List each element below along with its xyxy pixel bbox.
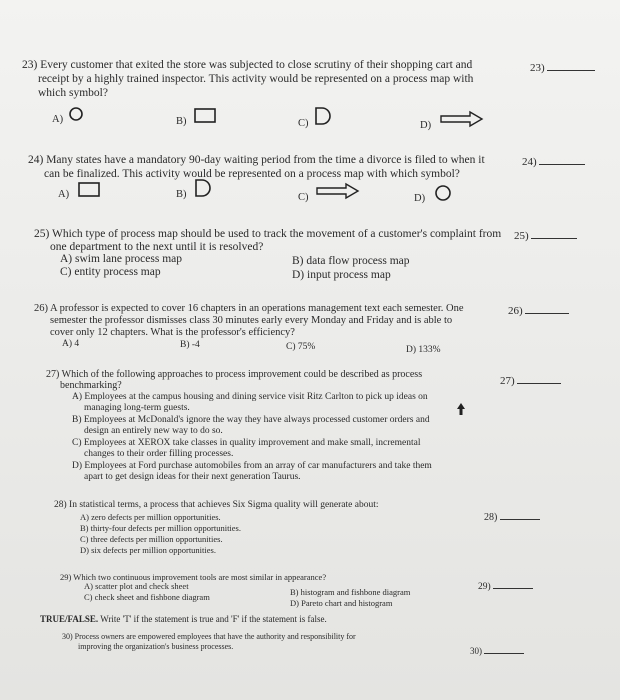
q27-option-c-line1: C) Employees at XEROX take classes in quality improvement and make small, incremental xyxy=(72,438,421,448)
q26-option-c: C) 75% xyxy=(286,342,316,352)
q27-option-a-line2: managing long-term guests. xyxy=(84,403,190,413)
q27-option-a-line1: A) Employees at the campus housing and dining service visit Ritz Carlton to pick up ideas on xyxy=(72,392,428,402)
arrow-symbol-icon xyxy=(440,111,484,129)
q26-line3: cover only 12 chapters. What is the professor's efficiency? xyxy=(50,327,295,338)
q29-option-c: C) check sheet and fishbone diagram xyxy=(84,592,210,602)
q24-option-a-label: A) xyxy=(58,189,70,200)
q29-answer-number: 29) xyxy=(478,582,533,592)
mouse-cursor-icon xyxy=(456,402,466,416)
q27-answer-number: 27) xyxy=(500,375,561,387)
q30-line1: 30) Process owners are empowered employees that have the authority and responsibility for xyxy=(62,632,356,641)
true-false-instructions xyxy=(40,614,327,624)
true-false-heading: TRUE/FALSE. xyxy=(40,614,99,624)
q26-line2: semester the professor dismisses class 30 minutes early every Monday and Friday and is able to xyxy=(50,315,453,326)
q23-option-d-label: D) xyxy=(420,120,432,131)
q25-line2: one department to the next until it is resolved? xyxy=(50,241,264,253)
q23-option-c-label: C) xyxy=(298,118,309,129)
q25-option-a: A) swim lane process map xyxy=(60,253,182,265)
q29-option-b: B) histogram and fishbone diagram xyxy=(290,587,411,597)
q28-line1: 28) In statistical terms, a process that achieves Six Sigma quality will generate about: xyxy=(54,500,379,510)
q29-line1: 29) Which two continuous improvement tools are most similar in appearance? xyxy=(60,572,327,582)
q27-option-d-line1: D) Employees at Ford purchase automobiles from an array of car manufacturers and take them xyxy=(72,461,432,471)
q25-option-d: D) input process map xyxy=(292,269,391,281)
q27-line2: benchmarking? xyxy=(60,380,122,391)
q26-answer-number: 26) xyxy=(508,305,569,317)
q27-option-b-line1: B) Employees at McDonald's ignore the way they have always processed customer orders and xyxy=(72,415,430,425)
q28-option-c: C) three defects per million opportunities. xyxy=(80,534,223,544)
q25-option-b: B) data flow process map xyxy=(292,255,410,267)
q26-option-a: A) 4 xyxy=(62,339,80,349)
q25-line1: 25) Which type of process map should be used to track the movement of a customer's complaint from xyxy=(34,228,502,240)
rectangle-symbol-icon xyxy=(194,108,216,124)
q28-option-d: D) six defects per million opportunities. xyxy=(80,545,216,555)
q24-option-c-label: C) xyxy=(298,192,309,203)
q24-line2: can be finalized. This activity would be represented on a process map with which symbol? xyxy=(44,168,460,180)
q29-option-d: D) Pareto chart and histogram xyxy=(290,598,393,608)
q24-option-b-label: B) xyxy=(176,189,187,200)
q28-option-a: A) zero defects per million opportunities. xyxy=(80,512,221,522)
q30-line2: improving the organization's business processes. xyxy=(78,642,234,651)
q23-line2: receipt by a highly trained inspector. This activity would be represented on a process map with xyxy=(38,73,474,85)
q24-line1: 24) Many states have a mandatory 90-day waiting period from the time a divorce is filed to when it xyxy=(28,154,485,166)
q24-answer-number: 24) xyxy=(522,156,585,168)
q23-option-b-label: B) xyxy=(176,116,187,127)
q30-answer-number: 30) xyxy=(470,646,524,656)
q25-answer-number: 25) xyxy=(514,230,577,242)
q27-line1: 27) Which of the following approaches to process improvement could be described as process xyxy=(46,369,423,380)
q29-option-a: A) scatter plot and check sheet xyxy=(84,581,189,591)
q23-line1: 23) Every customer that exited the store was subjected to close scrutiny of their shopping cart and xyxy=(22,59,473,71)
q27-option-d-line2: apart to get design ideas for their next generation Taurus. xyxy=(84,472,301,482)
delay-d-symbol-icon xyxy=(314,106,332,126)
delay-d-symbol-icon xyxy=(194,178,212,198)
q23-answer-number: 23) xyxy=(530,62,595,74)
q26-option-b: B) -4 xyxy=(180,340,200,350)
q26-line1: 26) A professor is expected to cover 16 chapters in an operations management text each semester. One xyxy=(34,303,464,314)
q25-option-c: C) entity process map xyxy=(60,266,161,278)
q23-line3: which symbol? xyxy=(38,87,108,99)
rectangle-symbol-icon xyxy=(78,182,100,198)
q27-option-c-line2: changes to their order filling processes. xyxy=(84,449,234,459)
q28-answer-number: 28) xyxy=(484,512,540,523)
q28-option-b: B) thirty-four defects per million opportunities. xyxy=(80,523,241,533)
true-false-directions: Write 'T' if the statement is true and 'F' if the statement is false. xyxy=(100,614,327,624)
q23-option-a-label: A) xyxy=(52,114,64,125)
q24-option-d-label: D) xyxy=(414,193,426,204)
circle-symbol-icon xyxy=(434,184,452,202)
q26-option-d: D) 133% xyxy=(406,345,441,355)
arrow-symbol-icon xyxy=(316,183,360,201)
q27-option-b-line2: design an entirely new way to do so. xyxy=(84,426,223,436)
circle-symbol-icon xyxy=(68,106,84,122)
